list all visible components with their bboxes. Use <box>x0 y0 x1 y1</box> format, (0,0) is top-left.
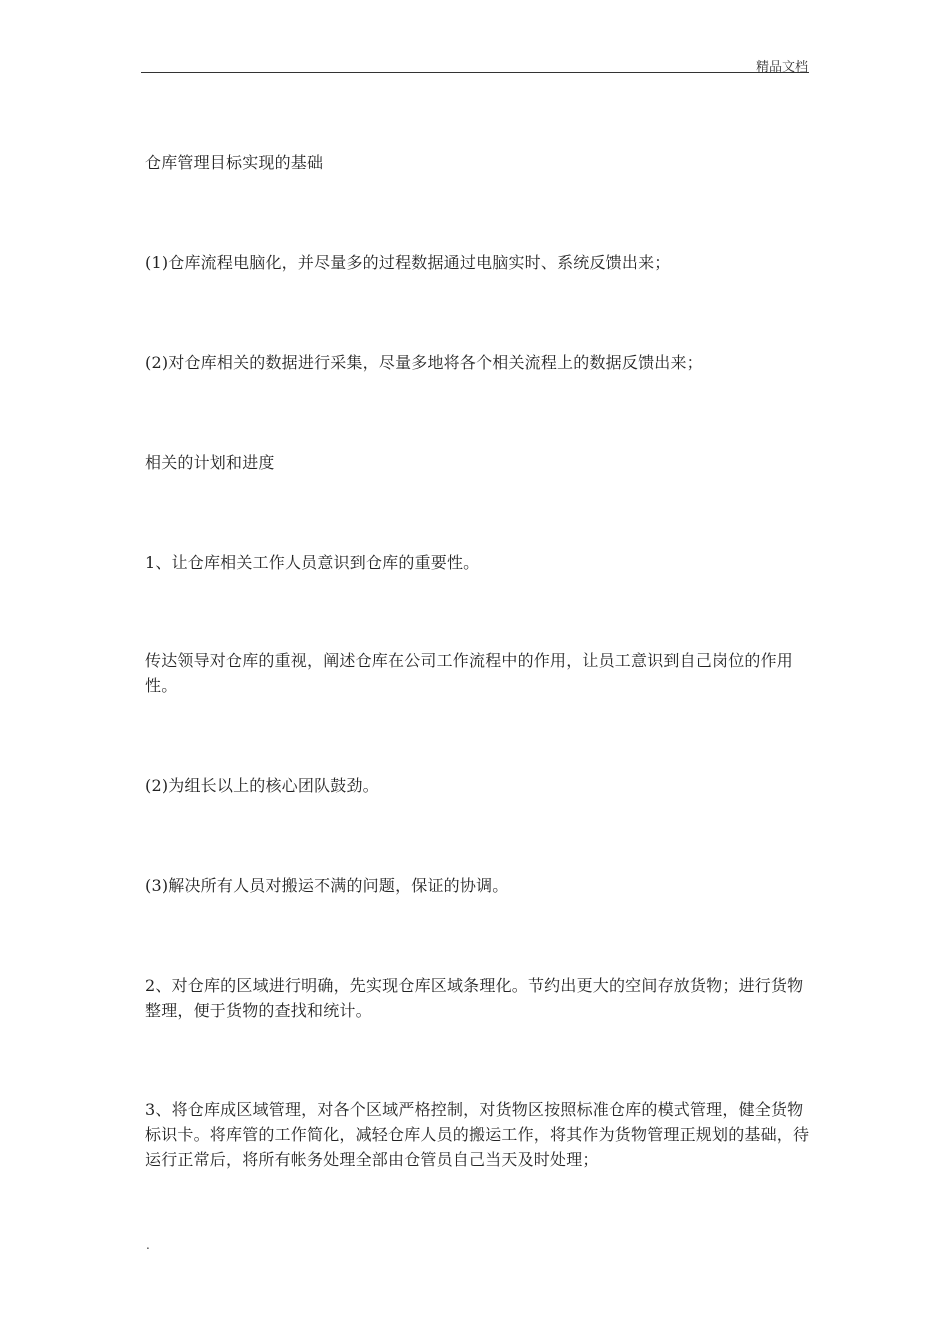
paragraph-step-1-sub-3: (3)解决所有人员对搬运不满的问题，保证的协调。 <box>145 876 509 895</box>
paragraph-step-3: 3、将仓库成区域管理，对各个区域严格控制，对货物区按照标准仓库的模式管理，健全货物标识卡。将库管的工作简化，减轻仓库人员的搬运工作，将其作为货物管理正规划的基础，待运行正常后，将所有帐务处理全部由仓管员自己当天及时处理； <box>145 1100 810 1169</box>
footer-mark: . <box>146 1238 150 1252</box>
section-heading-basis: 仓库管理目标实现的基础 <box>145 153 324 172</box>
paragraph-item-2: (2)对仓库相关的数据进行采集，尽量多地将各个相关流程上的数据反馈出来； <box>145 353 703 372</box>
header-divider <box>141 72 809 73</box>
paragraph-step-2: 2、对仓库的区域进行明确，先实现仓库区域条理化。节约出更大的空间存放货物；进行货物整理，便于货物的查找和统计。 <box>145 976 804 1020</box>
paragraph-step-1: 1、让仓库相关工作人员意识到仓库的重要性。 <box>145 553 480 572</box>
paragraph-step-1-sub-2: (2)为组长以上的核心团队鼓劲。 <box>145 776 379 795</box>
page-header-label: 精品文档 <box>755 60 808 75</box>
paragraph-item-1: (1)仓库流程电脑化，并尽量多的过程数据通过电脑实时、系统反馈出来； <box>145 253 671 272</box>
paragraph-step-1-detail: 传达领导对仓库的重视，阐述仓库在公司工作流程中的作用，让员工意识到自己岗位的作用性。 <box>145 651 794 695</box>
section-heading-plan: 相关的计划和进度 <box>145 453 275 472</box>
